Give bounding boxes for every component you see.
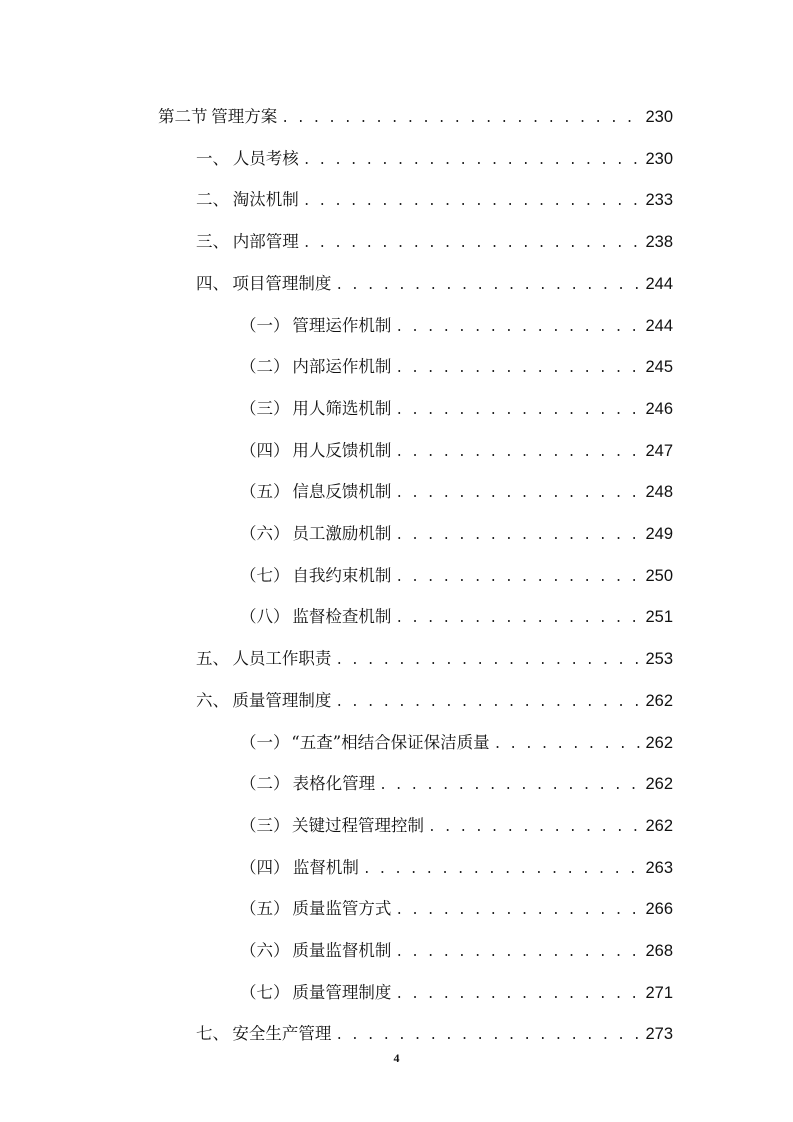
- toc-entry[interactable]: [240, 813, 673, 839]
- toc-dot-leader: [395, 982, 641, 1008]
- toc-entry[interactable]: [240, 479, 673, 505]
- toc-entry[interactable]: [196, 646, 673, 672]
- toc-dot-leader: [281, 106, 641, 132]
- toc-entry-number: （八）: [240, 607, 290, 627]
- toc-entry-number: 一、: [196, 148, 229, 168]
- toc-entry-title: 人员工作职责: [232, 649, 332, 669]
- toc-entry[interactable]: [240, 396, 673, 422]
- toc-entry[interactable]: [240, 896, 673, 922]
- toc-entry[interactable]: [240, 438, 673, 464]
- toc-entry-number: （六）: [240, 941, 290, 960]
- toc-entry-title: 质量监管方式: [292, 899, 392, 919]
- toc-entry-title: 质量管理制度: [292, 982, 392, 1002]
- toc-entry-page: 250: [645, 566, 673, 585]
- toc-dot-leader: [395, 606, 641, 632]
- toc-entry-page: 262: [645, 775, 673, 794]
- toc-entry-number: （二）: [240, 357, 290, 377]
- toc-entry-title: 安全生产管理: [232, 1024, 332, 1044]
- toc-entry-number: （一）: [240, 732, 290, 752]
- toc-entry[interactable]: [240, 980, 673, 1006]
- toc-entry-number: （四）: [240, 440, 290, 460]
- toc-entry-title: 监督机制: [292, 857, 359, 877]
- toc-entry-title: 内部运作机制: [292, 357, 392, 377]
- toc-entry-title: 员工激励机制: [292, 524, 392, 543]
- toc-dot-leader: [335, 1023, 641, 1049]
- toc-entry-number: 三、: [196, 232, 229, 252]
- toc-entry[interactable]: [240, 313, 673, 339]
- toc-entry-page: 244: [645, 274, 673, 293]
- toc-entry-number: （七）: [240, 565, 290, 585]
- toc-entry[interactable]: [240, 604, 673, 630]
- toc-entry-page: 230: [645, 108, 673, 126]
- toc-entry-number: 五、: [196, 649, 229, 669]
- toc-dot-leader: [379, 773, 641, 799]
- toc-dot-leader: [335, 648, 641, 674]
- toc-entry-title: 自我约束机制: [292, 565, 392, 585]
- toc-dot-leader: [395, 398, 641, 424]
- toc-dot-leader: [395, 523, 641, 549]
- toc-entry[interactable]: [196, 146, 673, 172]
- toc-entry-title: 管理方案: [211, 107, 278, 126]
- toc-entry-page: 251: [645, 608, 673, 627]
- toc-entry[interactable]: [196, 187, 673, 213]
- toc-entry-page: 244: [645, 316, 673, 335]
- toc-entry-page: 262: [645, 816, 673, 835]
- toc-dot-leader: [395, 940, 641, 966]
- toc-entry-title: 内部管理: [232, 232, 299, 252]
- toc-entry-page: 249: [645, 525, 673, 543]
- toc-entry-page: 248: [645, 483, 673, 502]
- toc-entry-title: 淘汰机制: [232, 190, 299, 210]
- toc-entry-page: 262: [645, 733, 673, 752]
- toc-entry[interactable]: [158, 104, 673, 130]
- toc-entry-number: （六）: [240, 524, 290, 543]
- toc-entry-page: 245: [645, 358, 673, 377]
- toc-entry-page: 247: [645, 441, 673, 460]
- toc-entry-number: （四）: [240, 857, 290, 877]
- toc-entry-title: 管理运作机制: [292, 315, 392, 335]
- toc-entry-page: 266: [645, 900, 673, 919]
- toc-entry-number: （五）: [240, 899, 290, 919]
- toc-entry-title: 质量监督机制: [292, 941, 392, 960]
- toc-entry-page: 263: [645, 858, 673, 877]
- toc-entry-page: 233: [645, 191, 673, 210]
- toc-dot-leader: [395, 565, 641, 591]
- toc-entry[interactable]: [196, 271, 673, 297]
- toc-entry-title: 人员考核: [232, 148, 299, 168]
- toc-entry-title: 信息反馈机制: [292, 482, 392, 502]
- toc-entry-number: （一）: [240, 315, 290, 335]
- toc-dot-leader: [428, 815, 641, 841]
- toc-entry[interactable]: [240, 771, 673, 797]
- toc-dot-leader: [395, 898, 641, 924]
- toc-entry-page: 268: [645, 942, 673, 960]
- toc-entry-number: （二）: [240, 774, 290, 794]
- toc-entry[interactable]: [196, 229, 673, 255]
- toc-entry[interactable]: [196, 688, 673, 714]
- toc-entry-page: 271: [645, 983, 673, 1002]
- toc-dot-leader: [303, 189, 642, 215]
- page-number-footer: 4: [393, 1051, 400, 1065]
- toc-entry-number: （三）: [240, 815, 290, 835]
- toc-entry-number: 第二节: [158, 107, 208, 126]
- toc-dot-leader: [395, 481, 641, 507]
- toc-entry-title: “五查”相结合保证保洁质量: [291, 732, 490, 752]
- toc-entry[interactable]: [240, 855, 673, 881]
- toc-dot-leader: [395, 315, 641, 341]
- toc-entry-number: （五）: [240, 482, 290, 502]
- toc-dot-leader: [395, 440, 641, 466]
- toc-entry-title: 表格化管理: [292, 774, 376, 794]
- toc-entry-title: 用人反馈机制: [292, 440, 392, 460]
- toc-entry[interactable]: [240, 521, 673, 547]
- toc-dot-leader: [303, 231, 642, 257]
- toc-entry-page: 230: [645, 149, 673, 168]
- toc-entry[interactable]: [196, 1021, 673, 1047]
- toc-entry-number: 七、: [196, 1024, 229, 1044]
- toc-entry-title: 质量管理制度: [232, 690, 332, 710]
- toc-dot-leader: [494, 732, 642, 758]
- toc-entry-number: 二、: [196, 190, 229, 210]
- toc-dot-leader: [303, 148, 642, 174]
- toc-entry[interactable]: [240, 730, 673, 756]
- toc-entry-page: 262: [645, 691, 673, 710]
- toc-entry-page: 273: [645, 1025, 673, 1044]
- toc-entry-number: 四、: [196, 273, 229, 293]
- toc-entry-title: 项目管理制度: [232, 273, 332, 293]
- toc-entry[interactable]: [240, 563, 673, 589]
- toc-entry-number: （三）: [240, 398, 290, 418]
- toc-dot-leader: [363, 857, 642, 883]
- toc-entry-number: （七）: [240, 982, 290, 1002]
- toc-entry[interactable]: [240, 938, 673, 964]
- toc-entry-title: 监督检查机制: [292, 607, 392, 627]
- toc-entry[interactable]: [240, 354, 673, 380]
- toc-entry-page: 246: [645, 399, 673, 418]
- toc-dot-leader: [335, 273, 641, 299]
- toc-dot-leader: [335, 690, 641, 716]
- toc-entry-title: 关键过程管理控制: [292, 815, 425, 835]
- toc-entry-title: 用人筛选机制: [292, 398, 392, 418]
- toc-entry-page: 238: [645, 233, 673, 252]
- toc-entry-number: 六、: [196, 690, 229, 710]
- toc-dot-leader: [395, 356, 641, 382]
- toc-entry-page: 253: [645, 650, 673, 669]
